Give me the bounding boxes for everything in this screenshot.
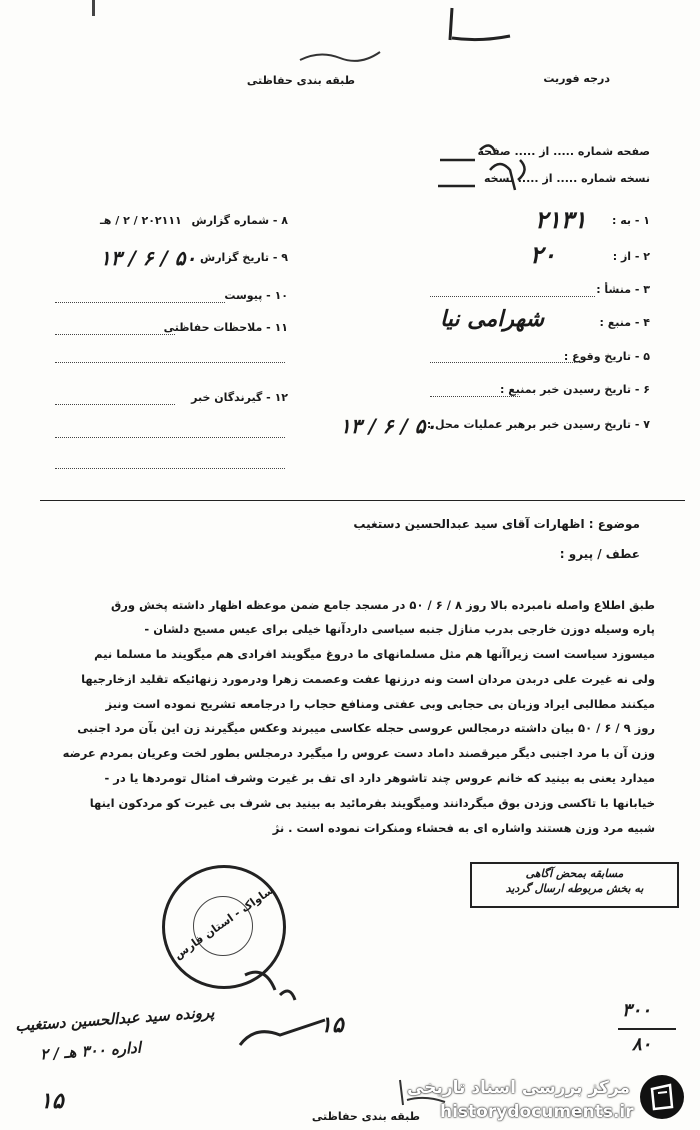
handwritten-note-line-2: اداره ۳۰۰ هـ / ۲ (39, 1038, 142, 1064)
field-origin-dots (430, 296, 595, 297)
field-origin-label: ۳ - منشأ : (596, 283, 650, 296)
field-occurrence-dots (430, 362, 575, 363)
field-source-receipt-dots (430, 396, 520, 397)
right-bottom-number-top: ۳۰۰ (622, 1000, 652, 1021)
watermark-url: historydocuments.ir (440, 1102, 634, 1122)
watermark-logo (640, 1075, 684, 1119)
center-signature (235, 965, 345, 1055)
field-occurrence-date-label: ۵ - تاریخ وقوع : (563, 350, 650, 363)
reference-line: عطف / پیرو : (559, 547, 640, 561)
field-security-notes-dots (55, 334, 175, 335)
body-line-2: پاره وسیله دوزن خارجی بدرب منازل جنبه سیاسی داردآنها خیلی برای عیس مسیح دلشان - (144, 622, 655, 636)
margin-number: ۱۵ (40, 1088, 64, 1114)
body-line-4: ولی نه غیرت علی دربدن مردان است ونه درزنها عفت وعصمت زهرا ودرمورد زنهائیکه تقلید ازخارجیها (81, 672, 655, 686)
field-security-notes-dots-2 (55, 362, 285, 363)
handwritten-note-line-1: پرونده سید عبدالحسین دستغیب (14, 1003, 215, 1035)
field-report-date-value: ۱۳ / ۶ / ۵۰ (100, 246, 197, 270)
field-attachment-dots (55, 302, 225, 303)
field-security-notes-label: ۱۱ - ملاحظات حفاظتی (163, 321, 288, 334)
field-to-label: ۱ - به : (612, 214, 650, 227)
field-recipients-dots-2 (55, 437, 285, 438)
body-line-6: روز ۹ / ۶ / ۵۰ بیان داشته درمجالس عروسی حجله عکاسی میبرند وعکس میگیرند زن این بآن مرد اجنبی (77, 721, 655, 735)
field-report-date-label: ۹ - تاریخ گزارش (200, 251, 288, 264)
watermark-title: مرکز بررسی اسناد تاریخی (407, 1078, 630, 1098)
field-recipients-dots (55, 404, 175, 405)
field-source-value: شهرامی نیا (440, 306, 545, 332)
boxed-note (470, 862, 679, 908)
body-line-8: میدارد یعنی به بینید که خانم عروس چند تاشوهر دارد ای تف بر غیرت وشرف امثال تومردها یا در - (104, 771, 655, 785)
boxed-note-line-2: به بخش مربوطه ارسال گردید (505, 882, 644, 895)
field-to-value: ۲۱۳۱ (535, 205, 587, 234)
footer-classification-label: طبقه بندی حفاظتی (311, 1110, 420, 1123)
watermark-logo-icon (640, 1075, 684, 1119)
field-from-value: ۲۰ (530, 240, 556, 269)
top-left-tick (92, 0, 95, 16)
field-from-label: ۲ - از : (612, 250, 650, 263)
top-signature-mark (440, 0, 520, 45)
priority-label: درجه فوریت (543, 72, 610, 85)
field-attachment-label: ۱۰ - پیوست (224, 289, 288, 302)
body-line-9: خیابانها با تاکسی وزدن بوق میگردانند ومیگویند بفرمائید به بینید بی شرف بی غیرت کو مردکون اینها (89, 796, 655, 810)
top-left-signature (295, 40, 385, 70)
subject-line: موضوع : اظهارات آقای سید عبدالحسین دستغیب (353, 517, 640, 531)
official-stamp-text: ساواک - استان فارس (171, 883, 277, 962)
body-line-10: شبیه مرد وزن هستند واشاره ای به فحشاء ومنکرات نموده است . نژ (272, 821, 655, 835)
boxed-note-line-1: مسابقه بمحض آگاهی (525, 867, 624, 880)
page-number: صفحه شماره ..... از ..... صفحه (477, 145, 650, 158)
field-source-receipt-label: ۶ - تاریخ رسیدن خبر بمنبع : (500, 383, 650, 396)
field-report-number-value: ۲۰۲۱۱۱ / ۲ / هـ (100, 214, 182, 227)
field-recipients-label: ۱۲ - گیرندگان خبر (191, 391, 288, 404)
field-source-label: ۴ - منبع : (599, 316, 650, 329)
right-bottom-divider (618, 1028, 676, 1030)
body-line-1: طبق اطلاع واصله نامبرده بالا روز ۸ / ۶ / ۵۰ در مسجد جامع ضمن موعظه اظهار داشته پخش ورق (110, 598, 655, 612)
body-line-3: میسوزد سیاست است زیراآنها هم مثل مسلمانهای ما دروغ میگویند افرادی هم میگویند ما مسلما نیم (94, 647, 655, 661)
body-line-7: وزن آن با مرد اجنبی دیگر میرقصند داماد دست عروس را میگیرد درمجلس بطور لخت وعریان بمردم عرضه (62, 746, 655, 760)
field-report-number-label: ۸ - شماره گزارش (191, 214, 288, 227)
classification-label: طبقه بندی حفاظتی (246, 74, 355, 87)
page-number-scribble (420, 140, 550, 200)
field-operation-receipt-label: ۷ - تاریخ رسیدن خبر برهبر عملیات محل : (426, 418, 650, 431)
body-line-5: میکنند مطالبی ایراد وزبان بی حجابی وبی عفتی ومنافع حجاب را درجامعه تشریح نموده است ونیز (105, 697, 655, 711)
field-recipients-dots-3 (55, 468, 285, 469)
copy-number: نسخه شماره ..... از ..... نسخه (483, 172, 650, 185)
signature-number: ۱۵ (320, 1012, 344, 1038)
header-separator (40, 500, 685, 501)
field-operation-receipt-value: ۱۳ / ۶ / ۵۰ (340, 414, 437, 438)
right-bottom-number-bottom: ۸۰ (632, 1034, 652, 1055)
